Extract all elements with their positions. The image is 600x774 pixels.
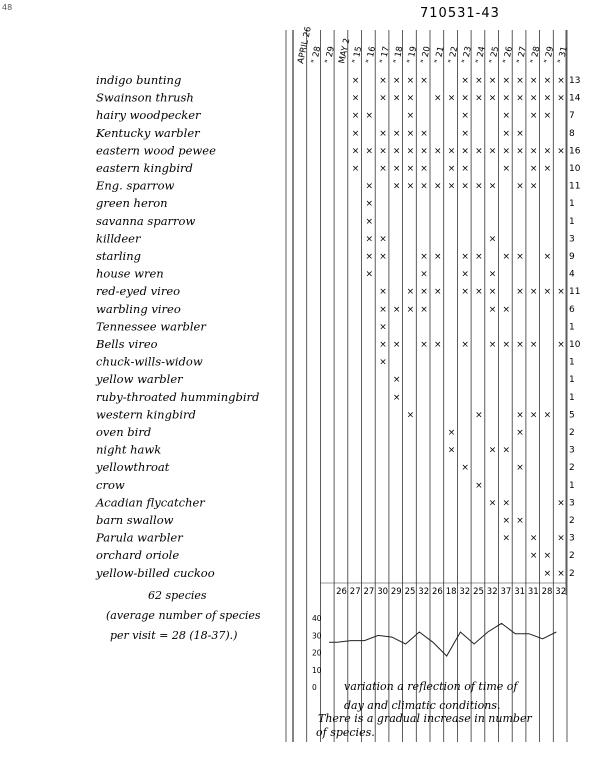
observation-mark: × — [557, 146, 565, 157]
observation-mark: × — [461, 93, 469, 104]
species-total: 8 — [569, 128, 575, 139]
observation-mark: × — [392, 164, 401, 174]
observation-mark: × — [379, 357, 387, 368]
observation-mark: × — [351, 76, 360, 86]
observation-mark: × — [392, 76, 401, 86]
species-total: 3 — [569, 498, 575, 509]
observation-mark: × — [488, 234, 497, 245]
observation-mark: × — [543, 568, 552, 579]
observation-mark: × — [557, 568, 565, 579]
date-header: APRIL 26 — [296, 25, 314, 65]
observation-mark: × — [434, 181, 442, 192]
observation-mark: × — [461, 269, 469, 280]
species-name: oven bird — [96, 425, 152, 439]
observation-mark: × — [475, 287, 483, 298]
observation-mark: × — [543, 146, 552, 157]
corner-mark: 48 — [2, 3, 13, 12]
observation-mark: × — [420, 164, 428, 174]
observation-mark: × — [543, 164, 552, 174]
observation-mark: × — [516, 516, 524, 526]
observation-mark: × — [543, 111, 552, 122]
species-count-label: 62 species — [148, 589, 207, 602]
species-name: house wren — [96, 266, 164, 281]
date-header: " 17 — [378, 45, 392, 65]
observation-mark: × — [406, 146, 415, 157]
observation-mark: × — [392, 181, 401, 192]
observation-mark: × — [502, 498, 511, 509]
observation-mark: × — [502, 304, 511, 315]
graph-tick-label: 0 — [312, 683, 317, 692]
observation-mark: × — [529, 551, 538, 562]
observation-mark: × — [502, 76, 511, 86]
observation-mark: × — [461, 76, 469, 86]
observation-mark: × — [461, 164, 469, 174]
date-header: " 15 — [350, 45, 365, 65]
species-name: yellowthroat — [96, 460, 170, 475]
species-name: Parula warbler — [96, 530, 183, 545]
observation-mark: × — [475, 76, 483, 86]
observation-mark: × — [461, 340, 469, 350]
observation-mark: × — [351, 128, 360, 139]
observation-mark: × — [406, 93, 415, 104]
observation-mark: × — [447, 428, 456, 438]
date-header: " 29 — [542, 45, 557, 65]
species-name: Swainson thrush — [96, 90, 194, 105]
observation-mark: × — [543, 410, 552, 421]
species-name: crow — [96, 477, 125, 492]
species-total: 1 — [569, 480, 575, 491]
daily-count: 32 — [418, 587, 430, 597]
species-total: 2 — [569, 551, 575, 562]
daily-counts — [336, 587, 566, 597]
observation-mark: × — [529, 111, 538, 122]
observation-mark: × — [461, 146, 469, 157]
observation-mark: × — [365, 252, 374, 262]
date-header: " 16 — [364, 45, 379, 65]
observation-mark: × — [379, 287, 387, 298]
daily-count: 32 — [459, 587, 471, 597]
observation-mark: × — [516, 128, 524, 139]
observation-mark: × — [502, 516, 511, 526]
species-total: 1 — [569, 392, 575, 403]
observation-mark: × — [365, 216, 374, 227]
species-total: 3 — [569, 234, 575, 245]
date-header: " 24 — [474, 45, 488, 65]
observation-mark: × — [488, 181, 497, 192]
observation-mark: × — [461, 463, 469, 474]
observation-mark: × — [557, 287, 565, 298]
species-total: 10 — [569, 340, 581, 350]
observation-mark: × — [434, 287, 442, 298]
date-header: " 26 — [501, 45, 516, 65]
observation-mark: × — [557, 93, 565, 104]
daily-count: 30 — [377, 587, 389, 597]
note-line2: day and climatic conditions. — [344, 699, 501, 712]
observation-mark: × — [557, 76, 565, 86]
observation-mark: × — [420, 252, 428, 262]
species-total: 2 — [569, 428, 575, 438]
observation-mark: × — [475, 480, 483, 491]
observation-mark: × — [365, 199, 374, 210]
observation-mark: × — [475, 410, 483, 421]
species-total: 3 — [569, 533, 575, 544]
observation-mark: × — [392, 146, 401, 157]
date-header: " 28 — [529, 45, 543, 65]
date-header: " 31 — [556, 45, 570, 65]
observation-mark: × — [406, 304, 415, 315]
daily-count: 27 — [363, 587, 375, 597]
date-header: " 18 — [392, 45, 406, 65]
species-name: starling — [96, 249, 142, 263]
observation-mark: × — [351, 146, 360, 157]
observation-mark: × — [557, 533, 565, 544]
species-total: 10 — [569, 164, 581, 174]
observation-mark: × — [461, 287, 469, 298]
species-total: 11 — [569, 181, 581, 192]
species-total: 16 — [569, 146, 581, 157]
date-header: " 27 — [515, 45, 529, 65]
species-name: barn swallow — [96, 513, 174, 527]
observation-mark: × — [420, 181, 428, 192]
observation-mark: × — [516, 252, 524, 262]
observation-mark: × — [516, 410, 524, 421]
observation-mark: × — [420, 269, 428, 280]
observation-mark: × — [516, 463, 524, 474]
date-header: " 28 — [309, 45, 324, 65]
observation-mark: × — [447, 181, 456, 192]
observation-mark: × — [502, 146, 511, 157]
observation-mark: × — [488, 93, 497, 104]
observation-mark: × — [529, 76, 538, 86]
observation-mark: × — [392, 340, 401, 350]
date-header: " 25 — [487, 45, 502, 65]
daily-count: 31 — [527, 587, 539, 597]
date-header: MAY 2 — [337, 37, 353, 65]
observation-mark: × — [379, 146, 387, 157]
observation-mark: × — [406, 111, 415, 122]
species-name: savanna sparrow — [96, 213, 196, 228]
daily-count: 27 — [349, 587, 361, 597]
daily-count: 31 — [514, 587, 526, 597]
daily-count: 26 — [432, 587, 443, 597]
species-total: 7 — [569, 111, 575, 122]
average-note-line2: per visit = 28 (18-37).) — [110, 629, 238, 642]
observation-mark: × — [392, 392, 401, 403]
species-name: chuck-wills-widow — [96, 354, 203, 369]
species-total: 9 — [569, 252, 575, 262]
note-line1: variation a reflection of time of — [344, 680, 518, 693]
observation-mark: × — [461, 252, 469, 262]
observation-mark: × — [447, 93, 456, 104]
observation-mark: × — [406, 287, 415, 298]
species-trend-line — [329, 623, 556, 656]
species-totals — [569, 76, 581, 579]
species-name: western kingbird — [96, 407, 196, 422]
observation-mark: × — [392, 375, 401, 386]
observation-mark: × — [434, 340, 442, 350]
species-name: yellow warbler — [96, 372, 183, 387]
observation-mark: × — [488, 498, 497, 509]
observation-mark: × — [406, 128, 415, 139]
observation-mark: × — [379, 234, 387, 245]
observation-mark: × — [516, 181, 524, 192]
observation-mark: × — [502, 533, 511, 544]
observation-mark: × — [447, 146, 456, 157]
observation-mark: × — [488, 445, 497, 456]
observation-mark: × — [461, 111, 469, 122]
observation-mark: × — [488, 304, 497, 315]
observation-mark: × — [392, 93, 401, 104]
observation-mark: × — [557, 340, 565, 350]
observation-mark: × — [351, 164, 360, 174]
species-name: eastern kingbird — [96, 161, 193, 175]
graph-tick-label: 40 — [312, 614, 322, 624]
observation-mark: × — [379, 128, 387, 139]
species-name: Eng. sparrow — [96, 178, 175, 193]
observation-mark: × — [529, 533, 538, 544]
species-name: warbling vireo — [96, 301, 181, 316]
date-headers — [296, 26, 570, 65]
observation-mark: × — [516, 340, 524, 350]
species-total: 2 — [569, 568, 575, 579]
observation-mark: × — [365, 234, 374, 245]
observation-mark: × — [516, 428, 524, 438]
observation-marks — [352, 76, 565, 579]
observation-mark: × — [529, 181, 538, 192]
observation-mark: × — [379, 304, 387, 315]
observation-mark: × — [420, 340, 428, 350]
observation-mark: × — [529, 164, 538, 174]
observation-mark: × — [488, 340, 497, 350]
date-header: " 23 — [460, 45, 474, 65]
observation-mark: × — [365, 181, 374, 192]
observation-mark: × — [365, 269, 374, 280]
observation-mark: × — [543, 287, 552, 298]
graph-tick-label: 20 — [312, 648, 322, 658]
observation-mark: × — [529, 93, 538, 104]
species-name: Kentucky warbler — [96, 125, 200, 140]
species-total: 3 — [569, 445, 575, 456]
observation-mark: × — [351, 111, 360, 122]
observation-mark: × — [379, 340, 387, 350]
species-name: hairy woodpecker — [96, 108, 201, 123]
observation-mark: × — [379, 76, 387, 86]
observation-mark: × — [502, 252, 511, 262]
observation-mark: × — [475, 93, 483, 104]
observation-mark: × — [365, 146, 374, 157]
species-total: 14 — [569, 93, 581, 104]
observation-mark: × — [434, 93, 442, 104]
daily-count: 25 — [473, 587, 484, 597]
species-total: 1 — [569, 199, 575, 210]
observation-mark: × — [516, 146, 524, 157]
observation-mark: × — [461, 128, 469, 139]
observation-mark: × — [516, 93, 524, 104]
species-name: red-eyed vireo — [96, 284, 181, 299]
observation-mark: × — [529, 287, 538, 298]
observation-mark: × — [529, 340, 538, 350]
observation-mark: × — [420, 287, 428, 298]
species-total: 13 — [569, 76, 581, 86]
note-line4: of species. — [316, 726, 375, 739]
note-line3: There is a gradual increase in number — [318, 712, 532, 725]
observation-mark: × — [406, 164, 415, 174]
observation-mark: × — [543, 93, 552, 104]
observation-mark: × — [543, 252, 552, 262]
observation-mark: × — [447, 445, 456, 456]
species-total: 11 — [569, 287, 581, 298]
observation-mark: × — [420, 304, 428, 315]
observation-mark: × — [420, 76, 428, 86]
graph-tick-label: 30 — [312, 631, 322, 641]
species-name: indigo bunting — [96, 73, 182, 87]
observation-mark: × — [516, 76, 524, 86]
observation-mark: × — [543, 76, 552, 86]
observation-mark: × — [392, 304, 401, 315]
observation-mark: × — [488, 287, 497, 298]
observation-mark: × — [475, 252, 483, 262]
daily-count: 25 — [404, 587, 416, 597]
observation-mark: × — [420, 146, 428, 157]
daily-count: 29 — [390, 587, 402, 597]
date-header: " 19 — [405, 45, 420, 65]
observation-mark: × — [420, 128, 428, 139]
date-header: " 20 — [419, 45, 433, 65]
observation-mark: × — [379, 93, 387, 104]
daily-count: 18 — [445, 587, 457, 597]
observation-mark: × — [529, 410, 538, 421]
observation-mark: × — [488, 269, 497, 280]
daily-count: 32 — [555, 587, 567, 597]
species-total: 5 — [569, 410, 575, 421]
observation-mark: × — [488, 76, 497, 86]
species-name: eastern wood pewee — [96, 143, 216, 158]
average-note-line1: (average number of species — [106, 609, 261, 622]
observation-mark: × — [557, 498, 565, 509]
daily-count: 26 — [336, 587, 347, 597]
observation-mark: × — [488, 146, 497, 157]
daily-count: 32 — [486, 587, 498, 597]
observation-mark: × — [475, 146, 483, 157]
graph-tick-label: 10 — [312, 665, 322, 675]
observation-mark: × — [406, 410, 415, 421]
species-total: 4 — [569, 269, 575, 280]
date-header: " 22 — [446, 45, 461, 65]
observation-mark: × — [406, 76, 415, 86]
observation-mark: × — [379, 164, 387, 174]
species-name: night hawk — [96, 442, 162, 457]
species-name: orchard oriole — [96, 548, 180, 563]
observation-mark: × — [392, 128, 401, 139]
species-name: yellow-billed cuckoo — [96, 565, 215, 580]
species-total: 2 — [569, 463, 575, 474]
species-total: 2 — [569, 516, 575, 526]
observation-mark: × — [365, 111, 374, 122]
species-name: green heron — [96, 196, 168, 211]
species-total: 1 — [569, 322, 575, 333]
observation-mark: × — [529, 146, 538, 157]
species-total: 1 — [569, 357, 575, 368]
species-name: ruby-throated hummingbird — [96, 389, 260, 404]
observation-mark: × — [475, 181, 483, 192]
observation-mark: × — [502, 340, 511, 350]
daily-count: 28 — [541, 587, 553, 597]
observation-mark: × — [502, 93, 511, 104]
species-name: Acadian flycatcher — [96, 495, 205, 510]
species-name: Tennessee warbler — [96, 319, 206, 334]
observation-mark: × — [351, 93, 360, 104]
observation-mark: × — [516, 287, 524, 298]
observation-mark: × — [434, 252, 442, 262]
observation-mark: × — [379, 322, 387, 333]
observation-mark: × — [447, 164, 456, 174]
observation-mark: × — [543, 551, 552, 562]
observation-mark: × — [502, 164, 511, 174]
observation-mark: × — [461, 181, 469, 192]
date-header: " 29 — [323, 45, 337, 65]
observation-mark: × — [406, 181, 415, 192]
daily-count: 37 — [500, 587, 512, 597]
date-header: " 21 — [433, 45, 447, 65]
species-total: 6 — [569, 304, 575, 315]
species-name: Bells vireo — [96, 337, 158, 351]
observation-mark: × — [379, 252, 387, 262]
observation-mark: × — [502, 128, 511, 139]
species-total: 1 — [569, 375, 575, 386]
observation-mark: × — [502, 445, 511, 456]
observation-mark: × — [502, 111, 511, 122]
species-total: 1 — [569, 216, 575, 227]
species-name: killdeer — [96, 231, 141, 246]
species-list — [95, 73, 259, 580]
observation-mark: × — [434, 146, 442, 157]
sheet-id: 710531-43 — [420, 6, 500, 21]
